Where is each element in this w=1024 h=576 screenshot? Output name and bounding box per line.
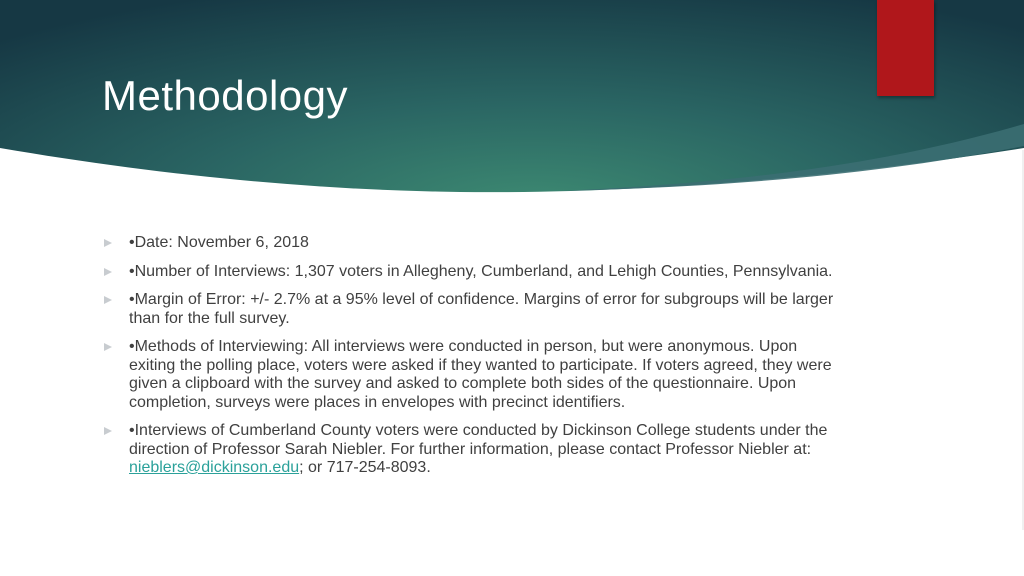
arrow-bullet-icon xyxy=(104,268,112,276)
arrow-bullet-icon xyxy=(104,296,112,304)
bullet-text: •Methods of Interviewing: All interviews were conducted in person, but were anonymous. Upon exiting the polling place, voters were asked if they wanted to participate. If voters agreed, they were given a clipboard with the survey and asked to complete both sides of the questionnaire. Upon completion, surveys were places in envelopes with precinct identifiers. xyxy=(129,338,832,411)
bullet-text: •Number of Interviews: 1,307 voters in Allegheny, Cumberland, and Lehigh Counties, Pennsylvania. xyxy=(129,262,833,280)
bullet-text: •Date: November 6, 2018 xyxy=(129,234,309,251)
email-link[interactable]: nieblers@dickinson.edu xyxy=(129,459,300,476)
arrow-bullet-icon xyxy=(104,427,112,435)
bullet-margin-of-error xyxy=(104,291,844,328)
accent-bar xyxy=(877,0,934,96)
bullet-list xyxy=(104,234,844,488)
arrow-bullet-icon xyxy=(104,239,112,247)
bullet-text-before: •Interviews of Cumberland County voters were conducted by Dickinson College students under the direction of Professor Sarah Niebler. For further information, please contact Professor Niebler at: xyxy=(129,422,828,458)
bullet-date xyxy=(104,234,844,253)
bullet-interviews xyxy=(104,263,844,282)
bullet-contact xyxy=(104,422,844,478)
bullet-text-after: ; or 717-254-8093. xyxy=(299,459,431,476)
slide-title: Methodology xyxy=(102,72,348,119)
arrow-bullet-icon xyxy=(104,343,112,351)
bullet-text: •Margin of Error: +/- 2.7% at a 95% level of confidence. Margins of error for subgroups will be larger than for the full survey. xyxy=(129,291,834,327)
bullet-methods xyxy=(104,338,844,412)
